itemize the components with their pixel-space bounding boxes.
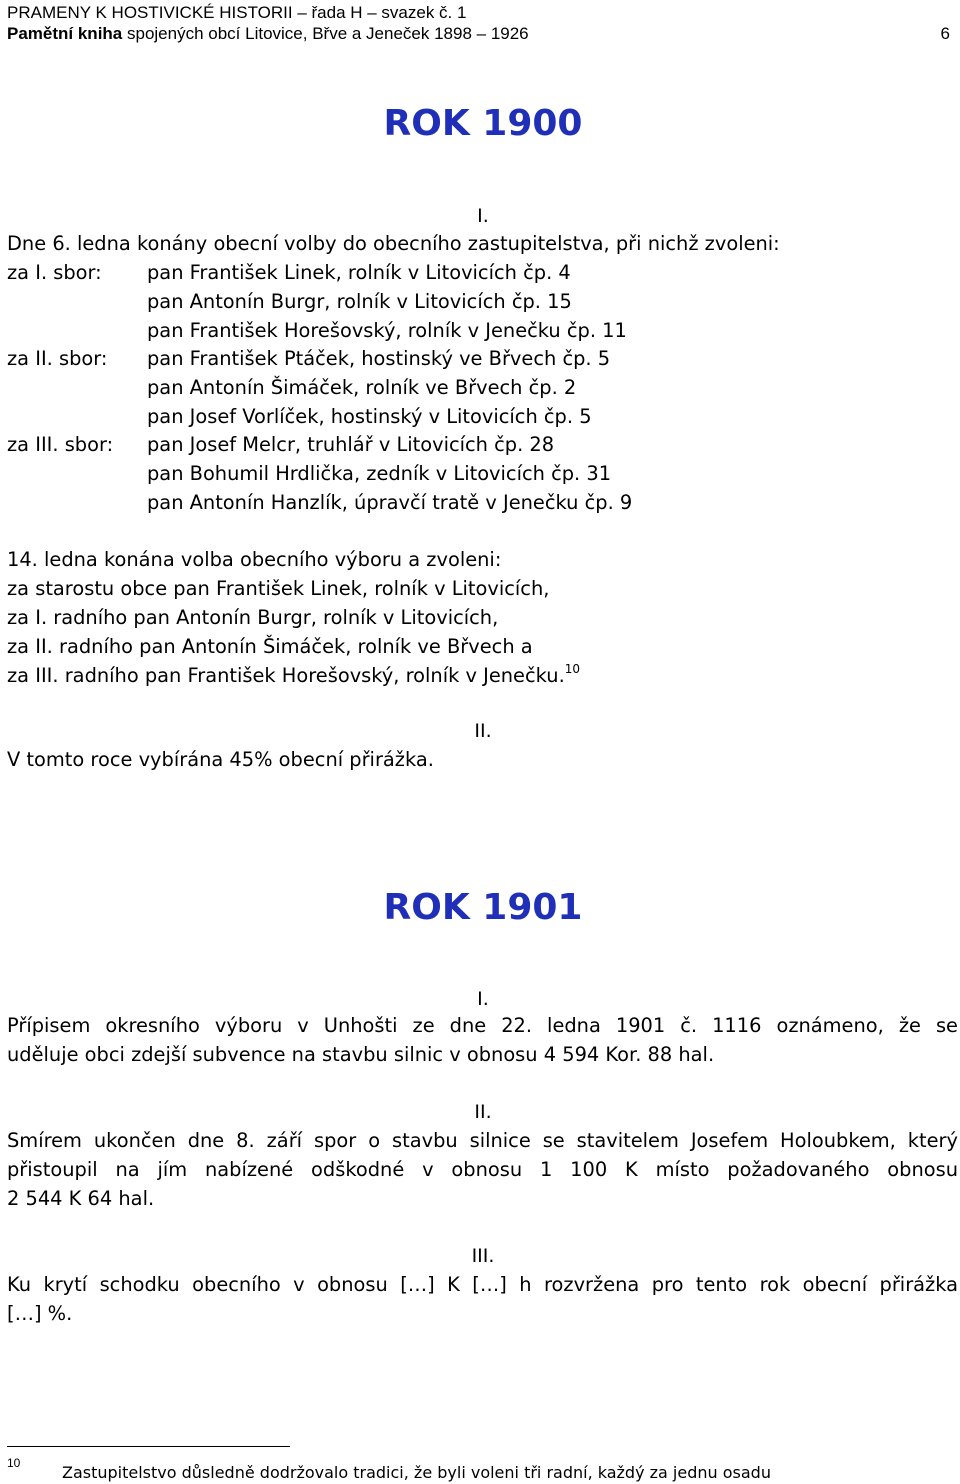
member-line: pan František Horešovský, rolník v Jenečku čp. 11 bbox=[147, 319, 627, 342]
group-label: za II. sbor: bbox=[7, 347, 108, 370]
member-line: pan Antonín Hanzlík, úpravčí tratě v Jenečku čp. 9 bbox=[147, 491, 633, 514]
council-line: 14. ledna konána volba obecního výboru a zvoleni: bbox=[7, 548, 502, 571]
paragraph-line: Smírem ukončen dne 8. září spor o stavbu silnice se stavitelem Josefem Holoubkem, který bbox=[7, 1129, 958, 1152]
election-intro: Dne 6. ledna konány obecní volby do obecního zastupitelstva, při nichž zvoleni: bbox=[7, 232, 780, 255]
book-title-line bbox=[7, 24, 529, 44]
paragraph-line: […] %. bbox=[7, 1302, 73, 1325]
year-heading-1900: ROK 1900 bbox=[383, 103, 583, 144]
paragraph-line: 2 544 K 64 hal. bbox=[7, 1187, 155, 1210]
paragraph-line: Přípisem okresního výboru v Unhošti ze dne 22. ledna 1901 č. 1116 oznámeno, že se bbox=[7, 1014, 958, 1037]
page-number: 6 bbox=[940, 24, 950, 43]
section-numeral: III. bbox=[471, 1245, 495, 1267]
member-line: pan František Ptáček, hostinský ve Břvech čp. 5 bbox=[147, 347, 611, 370]
group-label: za III. sbor: bbox=[7, 433, 114, 456]
footnote-separator bbox=[7, 1446, 290, 1447]
paragraph-line: přistoupil na jím nabízené odškodné v obnosu 1 100 K místo požadovaného obnosu bbox=[7, 1158, 958, 1181]
group-label: za I. sbor: bbox=[7, 261, 102, 284]
surcharge-text: V tomto roce vybírána 45% obecní přirážka. bbox=[7, 748, 434, 771]
council-line-text: za III. radního pan František Horešovský, rolník v Jenečku. bbox=[7, 664, 565, 687]
section-numeral: I. bbox=[477, 988, 489, 1010]
section-numeral: II. bbox=[474, 1101, 492, 1123]
series-header: PRAMENY K HOSTIVICKÉ HISTORII – řada H – svazek č. 1 bbox=[7, 3, 467, 22]
section-numeral: I. bbox=[477, 205, 489, 227]
year-heading-1901: ROK 1901 bbox=[383, 887, 583, 928]
member-line: pan Josef Vorlíček, hostinský v Litovicích čp. 5 bbox=[147, 405, 592, 428]
book-subtitle: spojených obcí Litovice, Břve a Jeneček 1898 – 1926 bbox=[122, 24, 529, 43]
member-line: pan František Linek, rolník v Litovicích čp. 4 bbox=[147, 261, 571, 284]
member-line: pan Antonín Burgr, rolník v Litovicích čp. 15 bbox=[147, 290, 572, 313]
paragraph-line: Ku krytí schodku obecního v obnosu […] K […] h rozvržena pro tento rok obecní přirážka bbox=[7, 1273, 958, 1296]
council-line bbox=[7, 664, 580, 687]
member-line: pan Antonín Šimáček, rolník ve Břvech čp. 2 bbox=[147, 376, 577, 399]
paragraph-line: uděluje obci zdejší subvence na stavbu silnic v obnosu 4 594 Kor. 88 hal. bbox=[7, 1043, 715, 1066]
member-line: pan Bohumil Hrdlička, zedník v Litovicích čp. 31 bbox=[147, 462, 612, 485]
book-title: Pamětní kniha bbox=[7, 24, 123, 43]
council-line: za starostu obce pan František Linek, rolník v Litovicích, bbox=[7, 577, 550, 600]
section-numeral: II. bbox=[474, 720, 492, 742]
footnote-reference: 10 bbox=[564, 662, 581, 676]
footnote-number: 10 bbox=[7, 1456, 21, 1470]
footnote-text: Zastupitelstvo důsledně dodržovalo tradici, že byli voleni tři radní, každý za jednu osadu bbox=[62, 1463, 771, 1482]
council-line: za I. radního pan Antonín Burgr, rolník v Litovicích, bbox=[7, 606, 499, 629]
council-line: za II. radního pan Antonín Šimáček, rolník ve Břvech a bbox=[7, 635, 533, 658]
member-line: pan Josef Melcr, truhlář v Litovicích čp. 28 bbox=[147, 433, 555, 456]
